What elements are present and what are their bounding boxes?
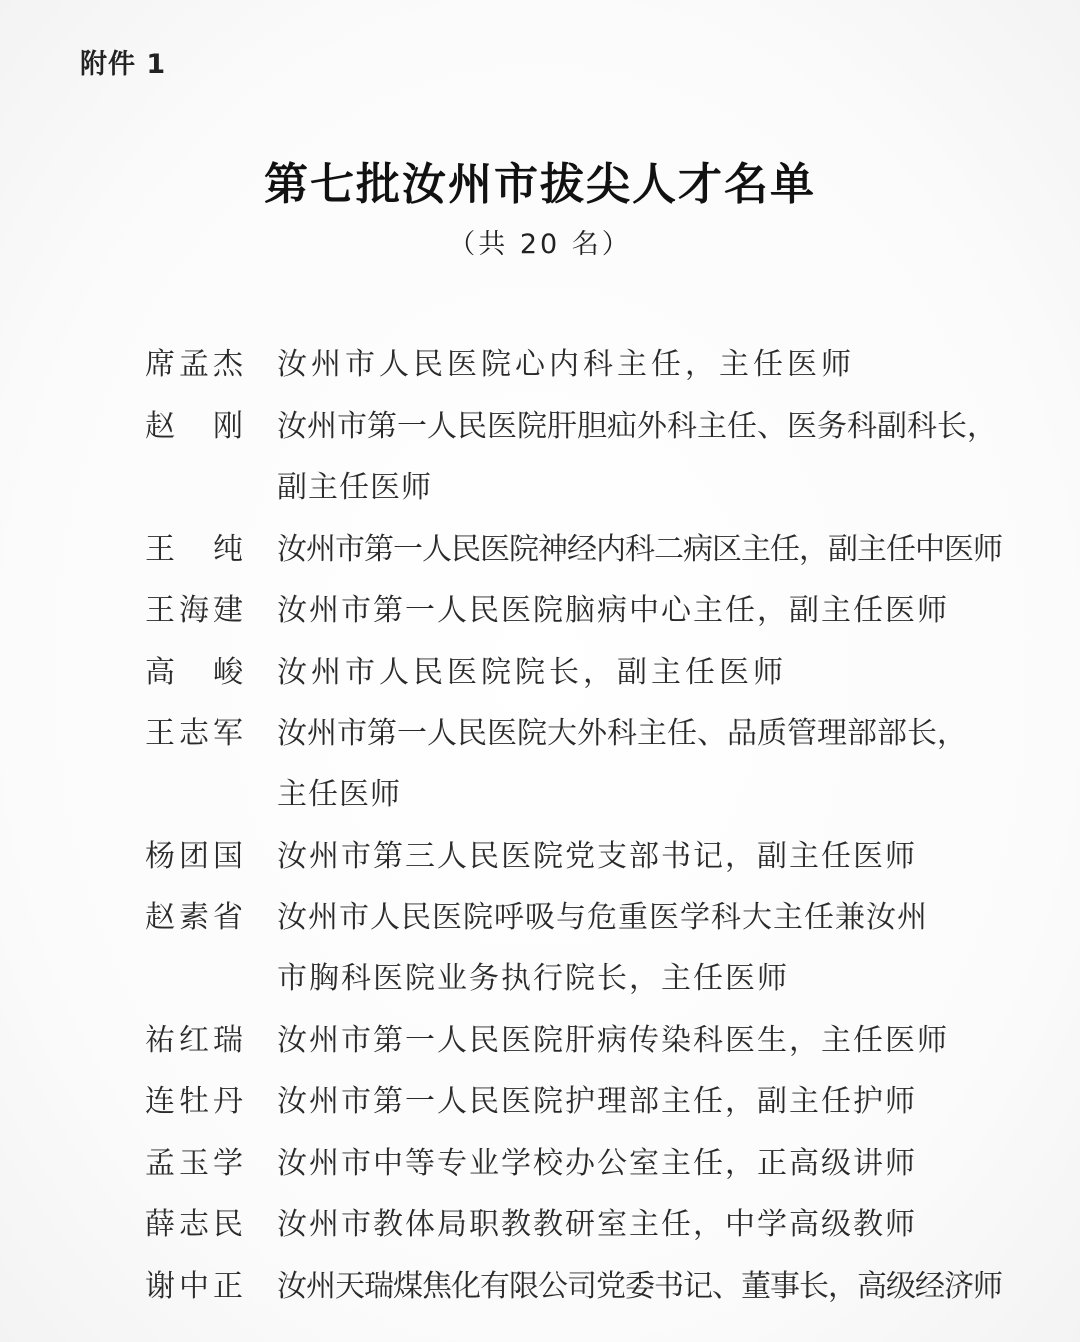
entry-name: 王志军 xyxy=(145,716,247,751)
entry-description: 汝州市第一人民医院大外科主任、品质管理部部长， xyxy=(277,716,967,751)
page-title: 第七批汝州市拔尖人才名单 xyxy=(264,159,816,210)
entry-description: 汝州市人民医院心内科主任，主任医师 xyxy=(277,347,855,382)
entry-name: 王海建 xyxy=(145,593,247,628)
entry-name: 席孟杰 xyxy=(145,347,247,382)
entry-description: 汝州市第一人民医院肝胆疝外科主任、医务科副科长， xyxy=(277,409,997,444)
entry-name: 赵素省 xyxy=(145,900,247,935)
entry-description-continued: 副主任医师 xyxy=(277,470,432,505)
entry-description: 汝州市中等专业学校办公室主任，正高级讲师 xyxy=(277,1146,917,1181)
entry-name: 赵 刚 xyxy=(145,409,247,444)
entry-description: 汝州市第一人民医院肝病传染科医生，主任医师 xyxy=(277,1023,949,1058)
entry-name: 薛志民 xyxy=(145,1207,247,1242)
entry-description: 汝州天瑞煤焦化有限公司党委书记、董事长，高级经济师 xyxy=(277,1269,1002,1304)
page-subtitle: （共 20 名） xyxy=(448,229,632,260)
entry-name: 王 纯 xyxy=(145,532,247,567)
entry-name: 谢中正 xyxy=(145,1269,247,1304)
entry-description: 汝州市第一人民医院脑病中心主任，副主任医师 xyxy=(277,593,949,628)
entry-description: 汝州市第一人民医院神经内科二病区主任，副主任中医师 xyxy=(277,532,1002,567)
entry-description: 汝州市人民医院呼吸与危重医学科大主任兼汝州 xyxy=(277,900,928,935)
attachment-label: 附件 1 xyxy=(80,49,167,80)
entry-description: 汝州市第三人民医院党支部书记，副主任医师 xyxy=(277,839,917,874)
entry-name: 孟玉学 xyxy=(145,1146,247,1181)
entry-name: 高 峻 xyxy=(145,655,247,690)
entry-name: 连牡丹 xyxy=(145,1084,247,1119)
entry-description: 汝州市教体局职教教研室主任，中学高级教师 xyxy=(277,1207,917,1242)
entry-name: 杨团国 xyxy=(145,839,247,874)
entry-description: 汝州市人民医院院长，副主任医师 xyxy=(277,655,787,690)
entry-name: 祐红瑞 xyxy=(145,1023,247,1058)
entry-description: 汝州市第一人民医院护理部主任，副主任护师 xyxy=(277,1084,917,1119)
entry-description-continued: 市胸科医院业务执行院长，主任医师 xyxy=(277,961,789,996)
entry-description-continued: 主任医师 xyxy=(277,777,401,812)
